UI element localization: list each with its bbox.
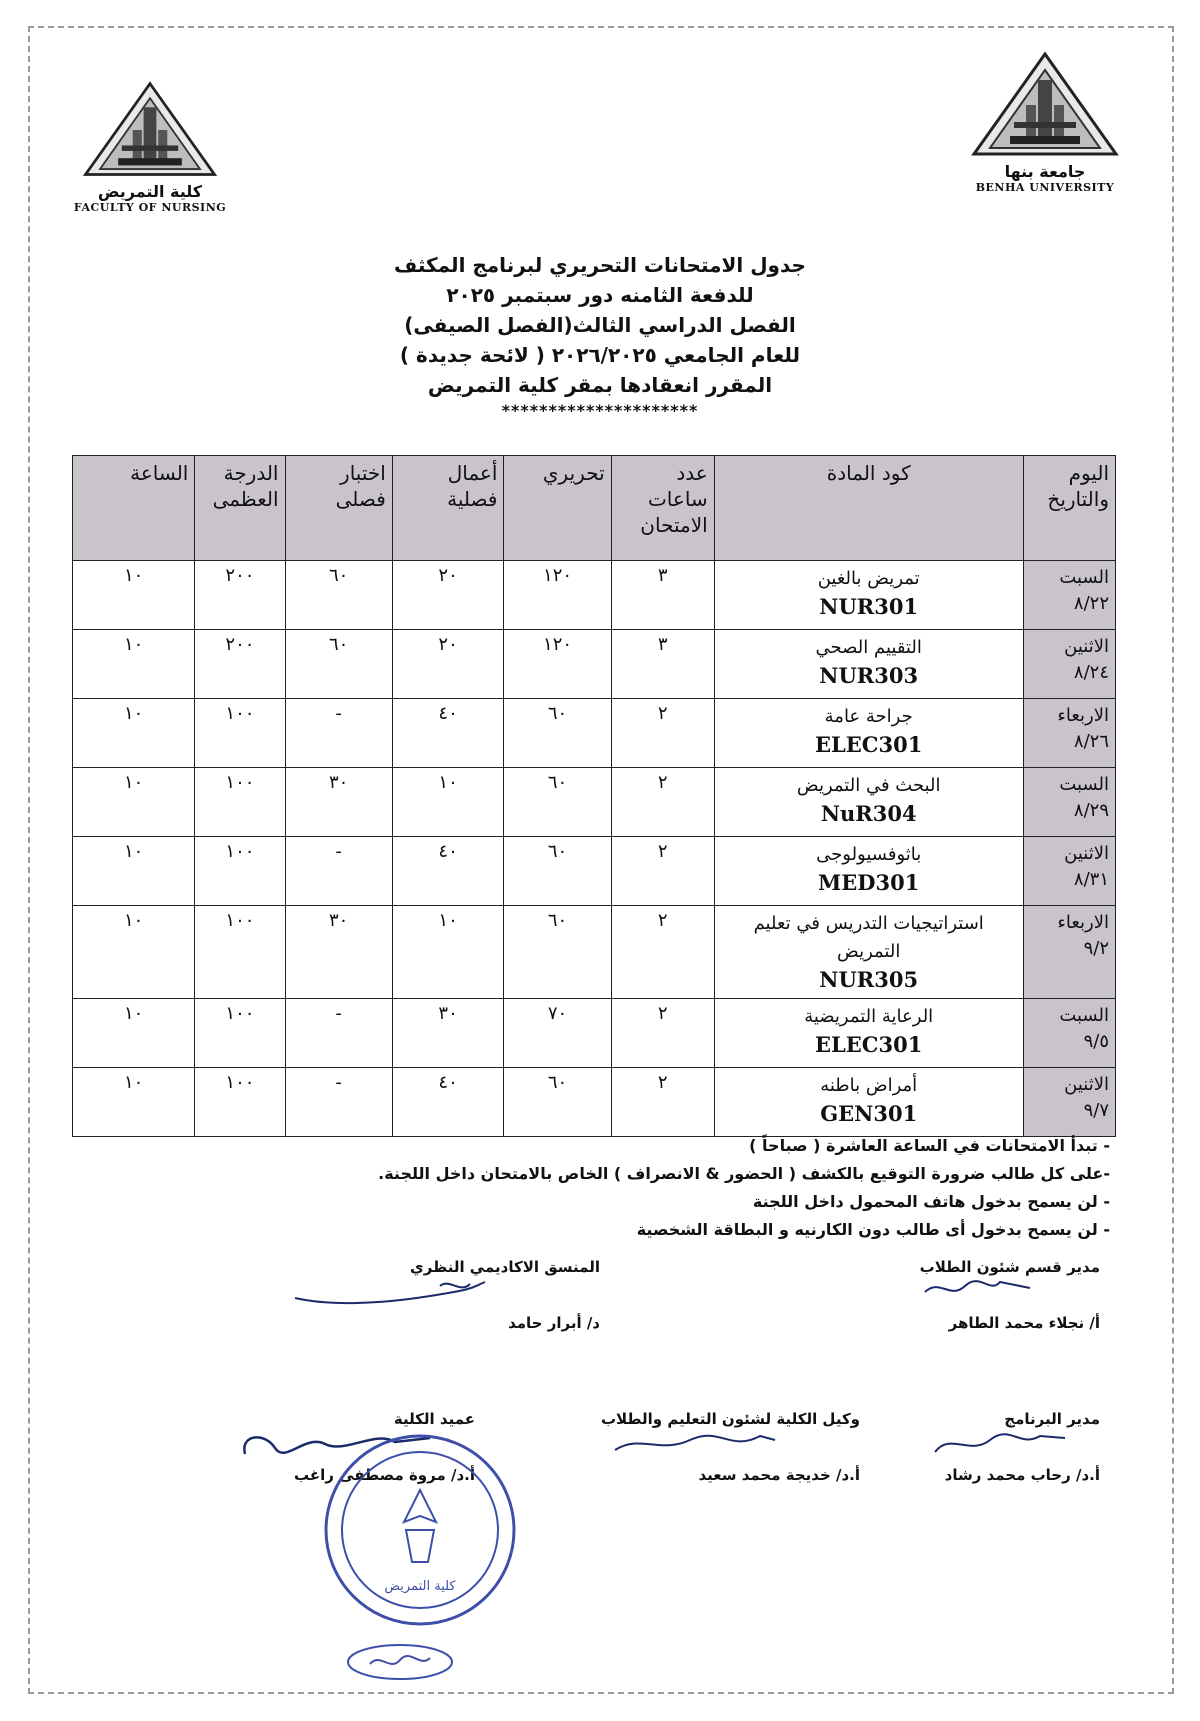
- day-name: الاثنين: [1064, 636, 1109, 657]
- cell-course: [714, 561, 1023, 630]
- cell-coursework: ١٠: [392, 768, 504, 837]
- cell-time: ١٠: [73, 561, 195, 630]
- cell-course: [714, 699, 1023, 768]
- cell-time: ١٠: [73, 699, 195, 768]
- handwritten-signature-icon: [930, 1426, 1070, 1460]
- signature-role: عميد الكلية: [393, 1410, 475, 1428]
- exam-notes: [100, 1132, 1110, 1244]
- table-row: [73, 999, 1116, 1068]
- handwritten-signature-icon: [290, 1276, 490, 1310]
- exam-date: ٨/٢٦: [1073, 731, 1109, 752]
- course-code: MED301: [818, 870, 920, 895]
- cell-coursework: ٢٠: [392, 630, 504, 699]
- day-name: الاربعاء: [1057, 705, 1109, 726]
- cell-exam-hours: ٢: [611, 999, 714, 1068]
- cell-time: ١٠: [73, 999, 195, 1068]
- day-name: السبت: [1059, 1005, 1109, 1026]
- cell-coursework: ٤٠: [392, 837, 504, 906]
- table-header-row: [73, 456, 1116, 561]
- table-row: [73, 561, 1116, 630]
- cell-exam-hours: ٣: [611, 561, 714, 630]
- faculty-name-ar: كلية التمريض: [97, 182, 203, 201]
- cell-course: [714, 999, 1023, 1068]
- note-item: -على كل طالب ضرورة التوقيع بالكشف ( الحضور & الانصراف ) الخاص بالامتحان داخل اللجنة.: [378, 1164, 1110, 1183]
- cell-max-grade: ٢٠٠: [195, 630, 285, 699]
- header-quiz: اختبار فصلى: [285, 456, 392, 561]
- cell-quiz: -: [285, 837, 392, 906]
- cell-max-grade: ٢٠٠: [195, 561, 285, 630]
- cell-day-date: [1023, 837, 1115, 906]
- stamp-label: كلية التمريض: [384, 1579, 456, 1594]
- course-name: باثوفسيولوجى: [816, 844, 922, 865]
- table-row: [73, 1068, 1116, 1137]
- cell-day-date: [1023, 768, 1115, 837]
- signature-name: د/ أبرار حامد: [508, 1314, 600, 1332]
- cell-exam-hours: ٢: [611, 699, 714, 768]
- cell-written: ٦٠: [504, 837, 611, 906]
- cell-exam-hours: ٢: [611, 768, 714, 837]
- signature-program-director: [920, 1410, 1100, 1484]
- exam-date: ٨/٣١: [1073, 869, 1109, 890]
- cell-time: ١٠: [73, 837, 195, 906]
- exam-date: ٨/٢٢: [1073, 593, 1109, 614]
- cell-day-date: [1023, 699, 1115, 768]
- exam-date: ٨/٢٩: [1073, 800, 1109, 821]
- course-code: NUR301: [819, 594, 919, 619]
- course-code: GEN301: [820, 1101, 918, 1126]
- header-time: الساعة: [73, 456, 195, 561]
- cell-quiz: ٣٠: [285, 768, 392, 837]
- cell-max-grade: ١٠٠: [195, 999, 285, 1068]
- cell-coursework: ٤٠: [392, 1068, 504, 1137]
- cell-written: ١٢٠: [504, 561, 611, 630]
- cell-written: ٦٠: [504, 1068, 611, 1137]
- cell-quiz: ٣٠: [285, 906, 392, 999]
- note-item: - تبدأ الامتحانات في الساعة العاشرة ( صباحاً ): [749, 1136, 1110, 1155]
- day-name: السبت: [1059, 774, 1109, 795]
- signature-affairs-manager: [840, 1258, 1100, 1332]
- header-stars: *********************: [501, 401, 699, 420]
- cell-day-date: [1023, 999, 1115, 1068]
- signature-coordinator: [390, 1258, 600, 1332]
- table-body: [73, 561, 1116, 1137]
- cell-max-grade: ١٠٠: [195, 699, 285, 768]
- exam-date: ٩/٥: [1083, 1031, 1109, 1052]
- signature-name: أ.د/ مروة مصطفى راغب: [293, 1466, 475, 1484]
- day-name: الاثنين: [1064, 843, 1109, 864]
- cell-quiz: ٦٠: [285, 561, 392, 630]
- signature-name: أ.د/ رحاب محمد رشاد: [944, 1466, 1100, 1484]
- cell-time: ١٠: [73, 906, 195, 999]
- cell-quiz: -: [285, 699, 392, 768]
- cell-max-grade: ١٠٠: [195, 837, 285, 906]
- signature-role: وكيل الكلية لشئون التعليم والطلاب: [600, 1410, 860, 1428]
- header-semester: الفصل الدراسي الثالث(الفصل الصيفى): [404, 313, 796, 337]
- header-day-date: اليوم والتاريخ: [1023, 456, 1115, 561]
- course-code: NUR303: [819, 663, 919, 688]
- cell-quiz: -: [285, 1068, 392, 1137]
- cell-course: [714, 630, 1023, 699]
- cell-quiz: ٦٠: [285, 630, 392, 699]
- course-name: أمراض باطنه: [820, 1075, 918, 1096]
- cell-written: ٧٠: [504, 999, 611, 1068]
- table-row: [73, 768, 1116, 837]
- cell-written: ٦٠: [504, 768, 611, 837]
- exam-date: ٩/٢: [1083, 938, 1109, 959]
- course-code: NuR304: [820, 801, 917, 826]
- course-name: الرعاية التمريضية: [804, 1006, 934, 1027]
- course-code: ELEC301: [815, 732, 923, 757]
- signature-role: المنسق الاكاديمي النظري: [410, 1258, 600, 1276]
- cell-written: ١٢٠: [504, 630, 611, 699]
- faculty-emblem-icon: [80, 80, 220, 180]
- table-row: [73, 699, 1116, 768]
- cell-max-grade: ١٠٠: [195, 906, 285, 999]
- exam-date: ٩/٧: [1083, 1100, 1109, 1121]
- faculty-name-en: FACULTY OF NURSING: [73, 201, 227, 214]
- signature-name: أ.د/ خديجة محمد سعيد: [698, 1466, 860, 1484]
- cell-exam-hours: ٢: [611, 906, 714, 999]
- cell-quiz: -: [285, 999, 392, 1068]
- cell-course: [714, 768, 1023, 837]
- cell-course: [714, 1068, 1023, 1137]
- table-row: [73, 837, 1116, 906]
- header-coursework: أعمال فصلية: [392, 456, 504, 561]
- cell-max-grade: ١٠٠: [195, 768, 285, 837]
- header-location: المقرر انعقادها بمقر كلية التمريض: [427, 373, 773, 397]
- handwritten-signature-icon: [920, 1274, 1040, 1304]
- exam-schedule-table: [72, 455, 1116, 1137]
- serial-seal-icon: [345, 1642, 455, 1682]
- cell-exam-hours: ٢: [611, 837, 714, 906]
- note-item: - لن يسمح بدخول هاتف المحمول داخل اللجنة: [752, 1192, 1110, 1211]
- cell-coursework: ١٠: [392, 906, 504, 999]
- cell-max-grade: ١٠٠: [195, 1068, 285, 1137]
- course-name: تمريض بالغين: [817, 568, 920, 589]
- cell-course: [714, 837, 1023, 906]
- cell-coursework: ٤٠: [392, 699, 504, 768]
- header-course-code: كود المادة: [714, 456, 1023, 561]
- cell-day-date: [1023, 1068, 1115, 1137]
- signature-role: مدير البرنامج: [1004, 1410, 1100, 1428]
- course-name: التقييم الصحي: [815, 637, 922, 658]
- official-stamp-icon: [320, 1430, 520, 1630]
- cell-written: ٦٠: [504, 699, 611, 768]
- signature-role: مدير قسم شئون الطلاب: [919, 1258, 1100, 1276]
- course-name: استراتيجيات التدريس في تعليم التمريض: [753, 913, 984, 962]
- table-row: [73, 630, 1116, 699]
- course-name: البحث في التمريض: [796, 775, 941, 796]
- cell-time: ١٠: [73, 768, 195, 837]
- cell-coursework: ٢٠: [392, 561, 504, 630]
- signature-vice-dean: [580, 1410, 860, 1484]
- cell-course: [714, 906, 1023, 999]
- benha-university-logo: [965, 50, 1125, 194]
- cell-day-date: [1023, 561, 1115, 630]
- header-max-grade: الدرجة العظمى: [195, 456, 285, 561]
- university-name-en: BENHA UNIVERSITY: [975, 181, 1115, 194]
- cell-exam-hours: ٢: [611, 1068, 714, 1137]
- exam-date: ٨/٢٤: [1073, 662, 1109, 683]
- day-name: السبت: [1059, 567, 1109, 588]
- table-row: [73, 906, 1116, 999]
- cell-day-date: [1023, 630, 1115, 699]
- handwritten-signature-icon: [610, 1426, 780, 1460]
- university-name-ar: جامعة بنها: [1004, 162, 1086, 181]
- header-exam-hours: عدد ساعات الامتحان: [611, 456, 714, 561]
- day-name: الاربعاء: [1057, 912, 1109, 933]
- cell-exam-hours: ٣: [611, 630, 714, 699]
- header-batch: للدفعة الثامنه دور سبتمبر ٢٠٢٥: [446, 283, 754, 307]
- cell-time: ١٠: [73, 1068, 195, 1137]
- cell-written: ٦٠: [504, 906, 611, 999]
- header-title: جدول الامتحانات التحريري لبرنامج المكثف: [394, 253, 806, 277]
- course-name: جراحة عامة: [824, 706, 913, 727]
- cell-day-date: [1023, 906, 1115, 999]
- course-code: NUR305: [819, 967, 919, 992]
- university-emblem-icon: [970, 50, 1120, 160]
- header-written: تحريري: [504, 456, 611, 561]
- faculty-logo: [70, 80, 230, 214]
- header-academic-year: للعام الجامعي ٢٠٢٦/٢٠٢٥ ( لائحة جديدة ): [399, 343, 801, 367]
- day-name: الاثنين: [1064, 1074, 1109, 1095]
- note-item: - لن يسمح بدخول أى طالب دون الكارنيه و البطاقة الشخصية: [636, 1220, 1110, 1239]
- course-code: ELEC301: [815, 1032, 923, 1057]
- signature-name: أ/ نجلاء محمد الطاهر: [948, 1314, 1100, 1332]
- cell-time: ١٠: [73, 630, 195, 699]
- document-header: [300, 250, 900, 422]
- cell-coursework: ٣٠: [392, 999, 504, 1068]
